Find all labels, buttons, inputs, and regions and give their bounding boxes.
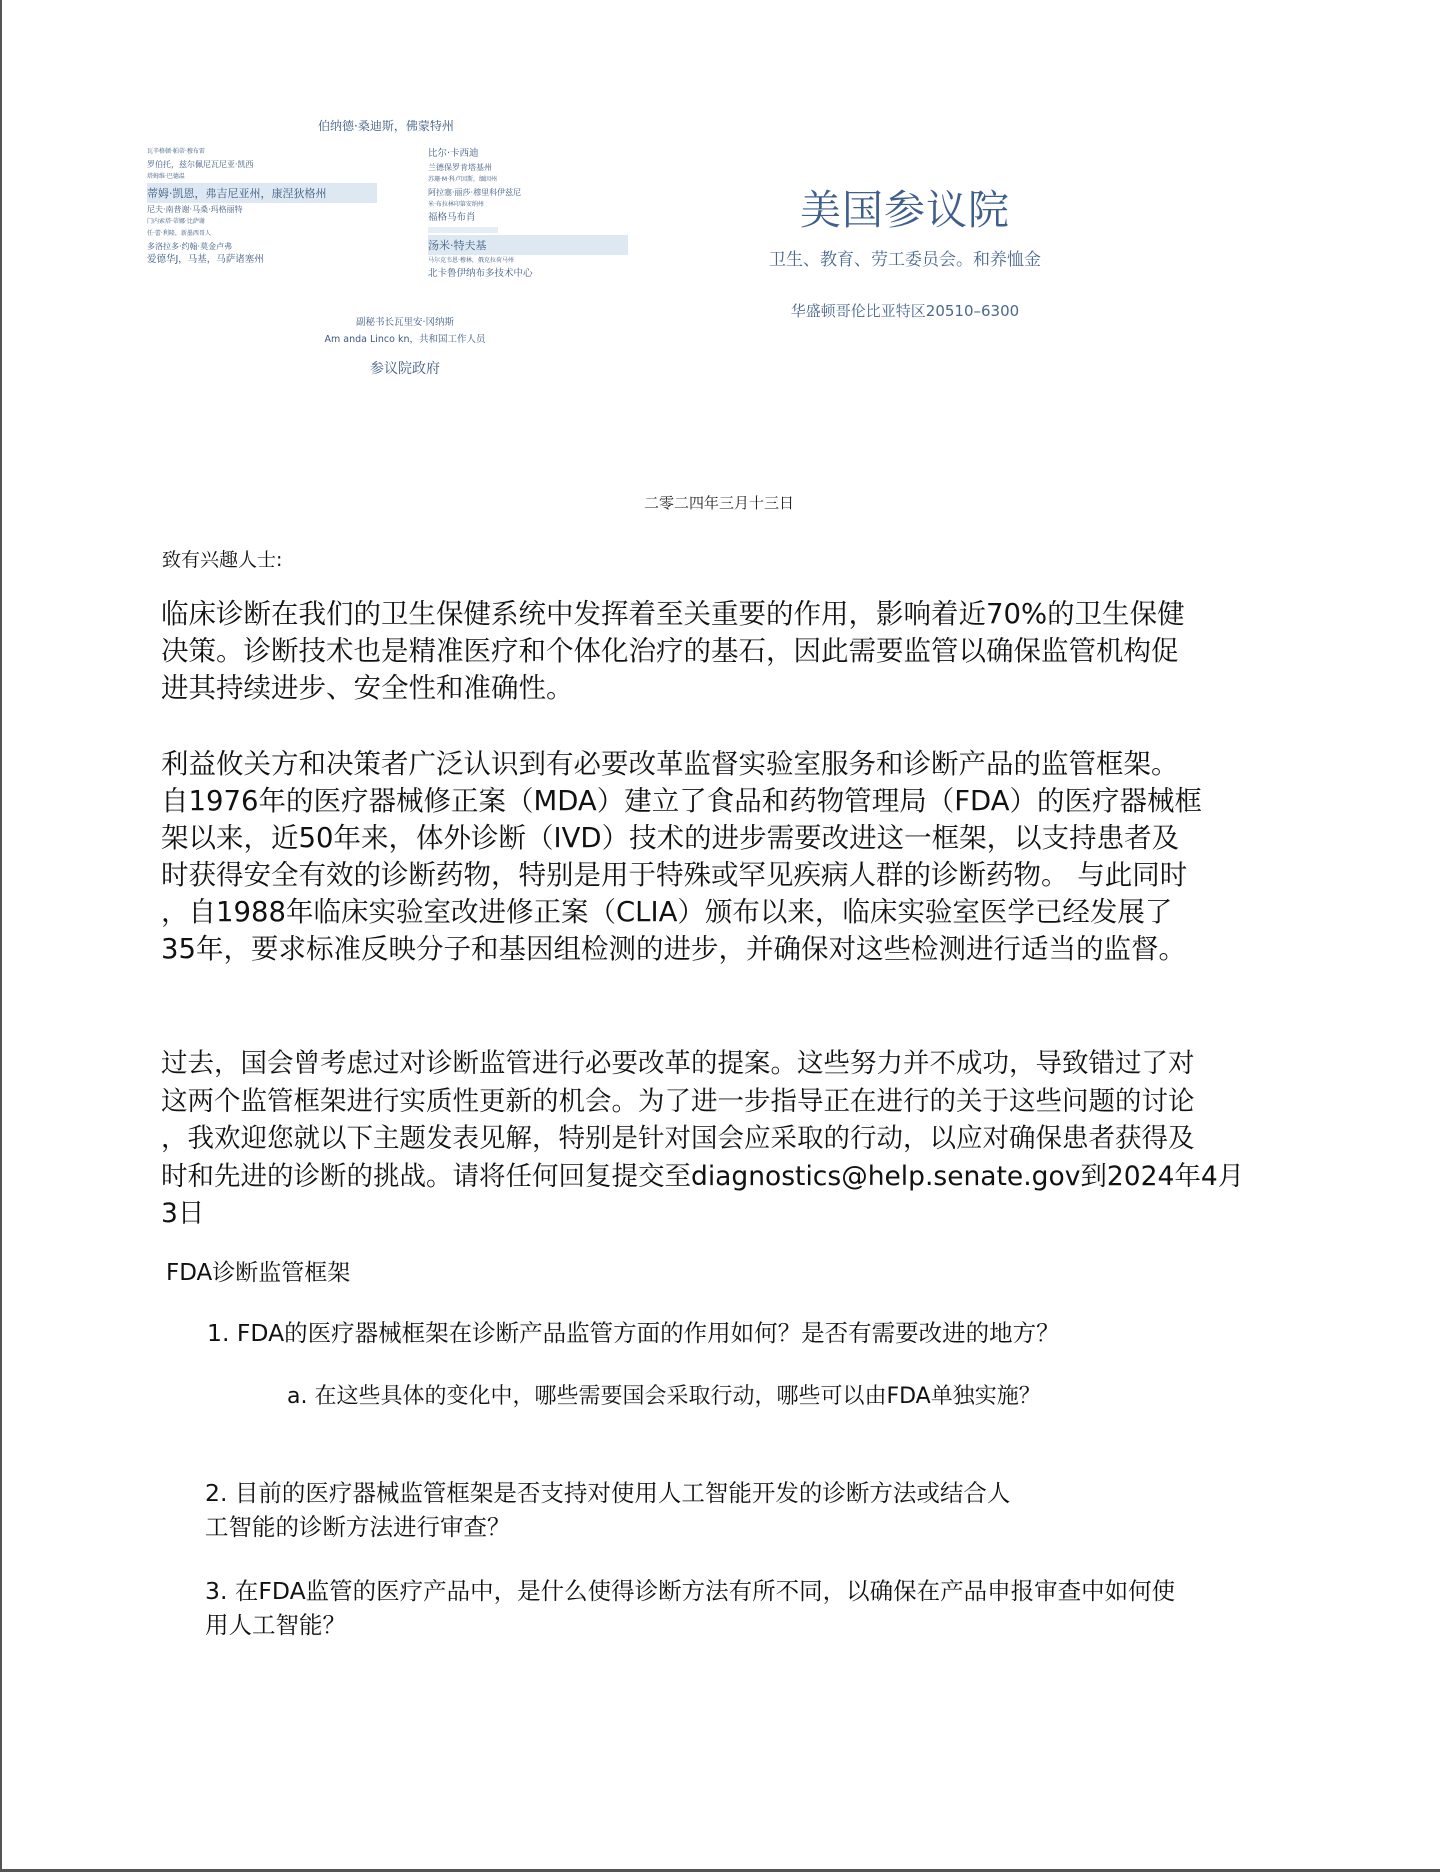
paragraph-line: 过去，国会曾考虑过对诊断监管进行必要改革的提案。这些努力并不成功，导致错过了对 [161,1048,1195,1079]
paragraph-line: 时和先进的诊断的挑战。请将任何回复提交至diagnostics@help.senate.gov到2024年4月 [161,1160,1245,1192]
committee-member: 罗伯托，兹尔佩尼瓦尼亚·凯西 [147,159,254,169]
paragraph-line: 3日 [161,1198,205,1229]
paragraph-line: 决策。诊断技术也是精准医疗和个体化治疗的基石，因此需要监管以确保监管机构促 [161,635,1179,667]
committee-member: 福格马布肖 [428,212,476,224]
committee-member: 北卡鲁伊纳布多技术中心 [428,268,533,280]
committee-member: 蒂姆·凯恩，弗吉尼亚州，康涅狄格州 [147,183,377,203]
question-3 [205,1574,1175,1642]
paragraph-line: 利益攸关方和决策者广泛认识到有必要改革监督实验室服务和诊断产品的监管框架。 [161,748,1179,780]
committee-member: 苏珊·M·科卢因斯，缅因州 [428,176,497,183]
committee-member: 兰德保罗肯塔基州 [428,162,492,172]
question-2 [205,1476,1010,1544]
senate-address: 华盛顿哥伦比亚特区20510–6300 [790,302,1020,320]
committee-member: 马尔克韦恩·穆林，俄克拉荷马州 [428,257,514,264]
salutation: 致有兴趣人士: [162,549,283,571]
senate-government: 参议院政府 [370,361,440,377]
question-line: 1. FDA的医疗器械框架在诊断产品监管方面的作用如何？是否有需要改进的地方？ [207,1319,1060,1347]
question-line: 工智能的诊断方法进行审查？ [205,1513,511,1541]
paragraph-line: 时获得安全有效的诊断药物，特别是用于特殊或罕见疾病人群的诊断药物。 与此同时 [161,859,1188,891]
paragraph-line: 自1976年的医疗器械修正案（MDA）建立了食品和药物管理局（FDA）的医疗器械框 [161,785,1203,817]
committee-member: 塔姆维·巴德温 [147,173,185,180]
paragraph-line: 35年，要求标准反映分子和基因组检测的进步，并确保对这些检测进行适当的监督。 [161,933,1186,965]
paragraph-3 [161,1045,1291,1233]
committee-chair: 伯纳德·桑迪斯，佛蒙特州 [318,119,454,133]
paragraph-line: 临床诊断在我们的卫生保健系统中发挥着至关重要的作用，影响着近70%的卫生保健 [161,598,1185,630]
question-1 [207,1316,1060,1350]
committee-member: 多洛拉多·约翰·莫金卢弗 [147,241,233,251]
paragraph-2 [161,746,1291,968]
republican-staff: Am anda Linco kn，共和国工作人员 [324,334,486,345]
committee-member: 汤米·特夫基 [428,235,628,255]
paragraph-line: ，自1988年临床实验室改进修正案（CLIA）颁布以来，临床实验室医学已经发展了 [161,896,1173,928]
committee-member: 阿拉塞·丽莎·穆里科伊兹尼 [428,187,522,197]
paragraph-line: 这两个监管框架进行实质性更新的机会。为了进一步指导正在进行的关于这些问题的讨论 [161,1085,1195,1117]
senate-title-block [720,186,1090,321]
staff-director: 副秘书长瓦里安·冈纳斯 [355,317,455,328]
committee-member: 比尔·卡西迪 [428,148,479,160]
committee-member: 尼夫·南普谢·马桑·玛格丽特 [147,204,243,214]
letter-date: 二零二四年三月十三日 [644,494,795,512]
question-line: 用人工智能？ [205,1611,346,1639]
committee-member: 米·布拉林印第安纳州 [428,201,484,208]
page-left-border [0,0,2,1872]
paragraph-line: 架以来，近50年来，体外诊断（IVD）技术的进步需要改进这一框架，以支持患者及 [161,822,1180,854]
committee-member: 任·蕾·利隆，新墨西哥人 [147,230,211,237]
question-line: 3. 在FDA监管的医疗产品中，是什么使得诊断方法有所不同，以确保在产品申报审查中如何使 [205,1577,1176,1605]
paragraph-1 [161,596,1291,707]
staff-block [290,314,520,378]
roster-left-column [147,146,377,267]
illegible-smudge [428,227,498,233]
question-1a [287,1380,1041,1414]
paragraph-line: 进其持续进步、安全性和准确性。 [161,672,574,704]
question-line: 2. 目前的医疗器械监管框架是否支持对使用人工智能开发的诊断方法或结合人 [205,1479,1011,1507]
committee-member: 瓦辛格顿·帕蒂·穆布雷 [147,148,205,155]
section-heading: FDA诊断监管框架 [166,1260,351,1286]
senate-title: 美国参议院 [800,186,1010,234]
committee-member: 门内索塔·蒂娜·比萨谢 [147,218,205,225]
paragraph-line: ，我欢迎您就以下主题发表见解，特别是针对国会应采取的行动，以应对确保患者获得及 [161,1123,1195,1154]
committee-name: 卫生、教育、劳工委员会。和养恤金 [769,250,1041,270]
committee-member: 爱德华J，马基，马萨诸塞州 [147,254,264,266]
roster-right-column [428,147,628,281]
question-line: a. 在这些具体的变化中，哪些需要国会采取行动，哪些可以由FDA单独实施？ [287,1384,1041,1409]
